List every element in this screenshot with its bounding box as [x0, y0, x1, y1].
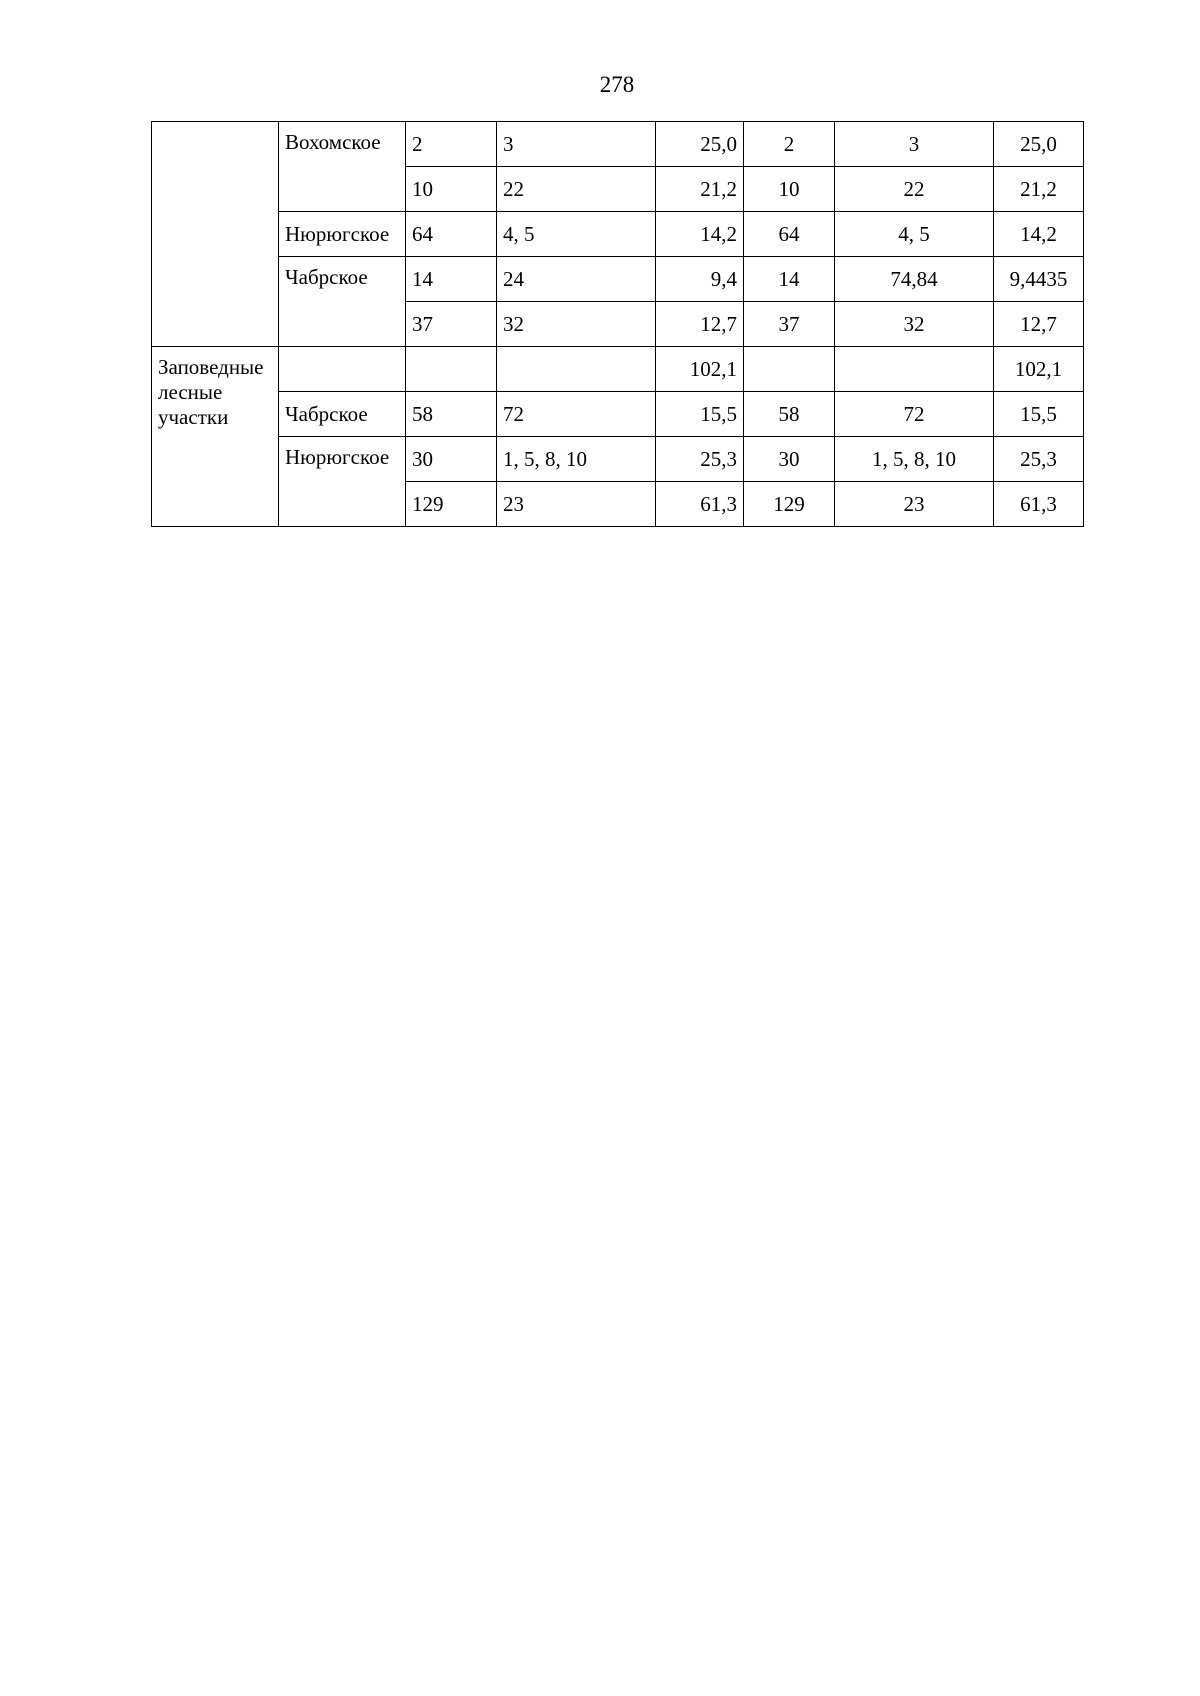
- table-cell: 15,5: [994, 392, 1084, 437]
- table-cell: 102,1: [994, 347, 1084, 392]
- district-cell: Чабрское: [279, 392, 406, 437]
- table-cell: 4, 5: [497, 212, 656, 257]
- table-row: [152, 122, 1084, 167]
- table-cell: 102,1: [656, 347, 744, 392]
- table-cell: [406, 347, 497, 392]
- table-cell: 23: [835, 482, 994, 527]
- table-row: [152, 392, 1084, 437]
- table-cell: 2: [406, 122, 497, 167]
- table-cell: 12,7: [656, 302, 744, 347]
- table-cell: [497, 347, 656, 392]
- table-cell: 25,0: [994, 122, 1084, 167]
- table-cell: 9,4435: [994, 257, 1084, 302]
- table-cell: 3: [835, 122, 994, 167]
- table-cell: 25,0: [656, 122, 744, 167]
- table-cell: 30: [406, 437, 497, 482]
- table-cell: 25,3: [656, 437, 744, 482]
- district-cell: Нюрюгское: [279, 212, 406, 257]
- table-cell: 10: [406, 167, 497, 212]
- table-cell: 61,3: [656, 482, 744, 527]
- table-cell: 32: [835, 302, 994, 347]
- table-cell: 129: [406, 482, 497, 527]
- table-cell: 24: [497, 257, 656, 302]
- table-cell: 72: [497, 392, 656, 437]
- table-cell: [835, 347, 994, 392]
- table-cell: 64: [406, 212, 497, 257]
- table-cell: 21,2: [656, 167, 744, 212]
- table-cell: 61,3: [994, 482, 1084, 527]
- table-cell: 129: [744, 482, 835, 527]
- table-cell: 23: [497, 482, 656, 527]
- table-row: [152, 212, 1084, 257]
- category-cell: Заповедные лесные участки: [152, 347, 279, 527]
- district-cell: Чабрское: [279, 257, 406, 347]
- table-row: [152, 347, 1084, 392]
- table-cell: 64: [744, 212, 835, 257]
- district-cell: Вохомское: [279, 122, 406, 212]
- table-cell: [744, 347, 835, 392]
- table-cell: 15,5: [656, 392, 744, 437]
- table-cell: 10: [744, 167, 835, 212]
- table-cell: 25,3: [994, 437, 1084, 482]
- table-cell: 1, 5, 8, 10: [835, 437, 994, 482]
- table-cell: 22: [835, 167, 994, 212]
- forest-areas-table: [151, 121, 1084, 527]
- table-cell: 9,4: [656, 257, 744, 302]
- table-cell: 14,2: [656, 212, 744, 257]
- table-cell: 3: [497, 122, 656, 167]
- table-cell: 21,2: [994, 167, 1084, 212]
- table-cell: 1, 5, 8, 10: [497, 437, 656, 482]
- table-cell: 74,84: [835, 257, 994, 302]
- table-cell: 22: [497, 167, 656, 212]
- page-number: 278: [599, 72, 635, 97]
- district-cell: [279, 347, 406, 392]
- table-cell: 58: [406, 392, 497, 437]
- table-cell: 58: [744, 392, 835, 437]
- category-cell: [152, 122, 279, 347]
- table-cell: 37: [744, 302, 835, 347]
- table-cell: 14: [744, 257, 835, 302]
- table-cell: 2: [744, 122, 835, 167]
- table-cell: 37: [406, 302, 497, 347]
- table-cell: 72: [835, 392, 994, 437]
- table-cell: 32: [497, 302, 656, 347]
- table-row: [152, 257, 1084, 302]
- table-cell: 4, 5: [835, 212, 994, 257]
- table-row: [152, 437, 1084, 482]
- district-cell: Нюрюгское: [279, 437, 406, 527]
- table-cell: 14: [406, 257, 497, 302]
- table-cell: 30: [744, 437, 835, 482]
- table-cell: 12,7: [994, 302, 1084, 347]
- table-cell: 14,2: [994, 212, 1084, 257]
